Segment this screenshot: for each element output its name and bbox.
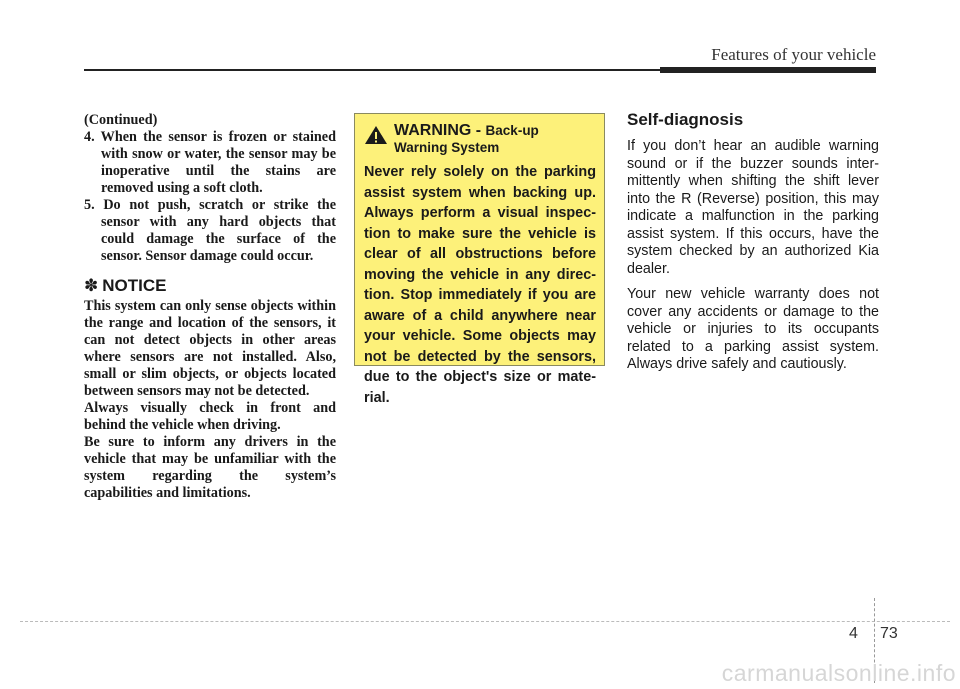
warning-header xyxy=(364,122,596,156)
notice-paragraph: Always visually check in front and behind the vehicle when driving. xyxy=(84,400,336,433)
footer-dashed-rule xyxy=(20,621,950,622)
watermark: carmanualsonline.info xyxy=(721,660,956,686)
warning-box xyxy=(354,113,605,406)
warning-subtitle-line1: Back-up xyxy=(485,123,539,138)
warning-subtitle-line2: Warning System xyxy=(394,140,500,155)
notice-paragraph: This system can only sense objects within the range and location of the sensors, it can not detect objects in other areas where sensors are not installed. Also, small or slim objects, or objects located between sensors may not be detected. xyxy=(84,298,336,399)
continued-label: (Continued) xyxy=(84,112,158,128)
notice-heading xyxy=(84,277,336,294)
self-diagnosis-heading: Self-diagnosis xyxy=(627,110,744,129)
warning-body: Never rely solely on the parking assist system when backing up. Always perform a visual inspec-tion to make sure the vehicle is clear of all obstructions before moving the vehicle in any direc-tion. Stop immediately if you are aware of a child anywhere near your vehicle. Some objects may not be detected by the sensors, due to the object's size or mate-rial. xyxy=(364,164,596,406)
notice-star-icon: ✽ xyxy=(84,276,99,295)
notice-paragraph: Be sure to inform any drivers in the vehicle that may be unfamiliar with the system regarding the system’s capabilities and limitations. xyxy=(84,434,336,501)
warning-word: WARNING - xyxy=(394,122,486,139)
list-item: 5. Do not push, scratch or strike the sensor with any hard objects that could damage the surface of the sensor. Sensor damage could occur. xyxy=(84,197,336,264)
notice-heading-label: NOTICE xyxy=(102,276,167,295)
self-diagnosis-paragraph: Your new vehicle warranty does not cover any accidents or damage to the vehicle or injuries to its occupants related to a parking assist system. Always drive safely and cautiously. xyxy=(627,286,879,372)
warning-title xyxy=(394,122,539,156)
right-column xyxy=(627,110,879,382)
list-item: 4. When the sensor is frozen or stained with snow or water, the sensor may be inoperative until the stains are removed using a soft cloth. xyxy=(84,129,336,196)
self-diagnosis-paragraph: If you don’t hear an audible warning sound or if the buzzer sounds inter-mittently when shifting the shift lever into the R (Reverse) position, this may indicate a malfunction in the parking assist system. If this occurs, have the system checked by an authorized Kia dealer. xyxy=(627,138,879,277)
header-rule-accent xyxy=(660,67,876,73)
chapter-number: 4 xyxy=(849,625,858,642)
running-header-title: Features of your vehicle xyxy=(711,45,876,64)
left-column xyxy=(84,112,336,502)
page-number: 73 xyxy=(880,625,898,642)
warning-triangle-icon xyxy=(364,125,388,145)
